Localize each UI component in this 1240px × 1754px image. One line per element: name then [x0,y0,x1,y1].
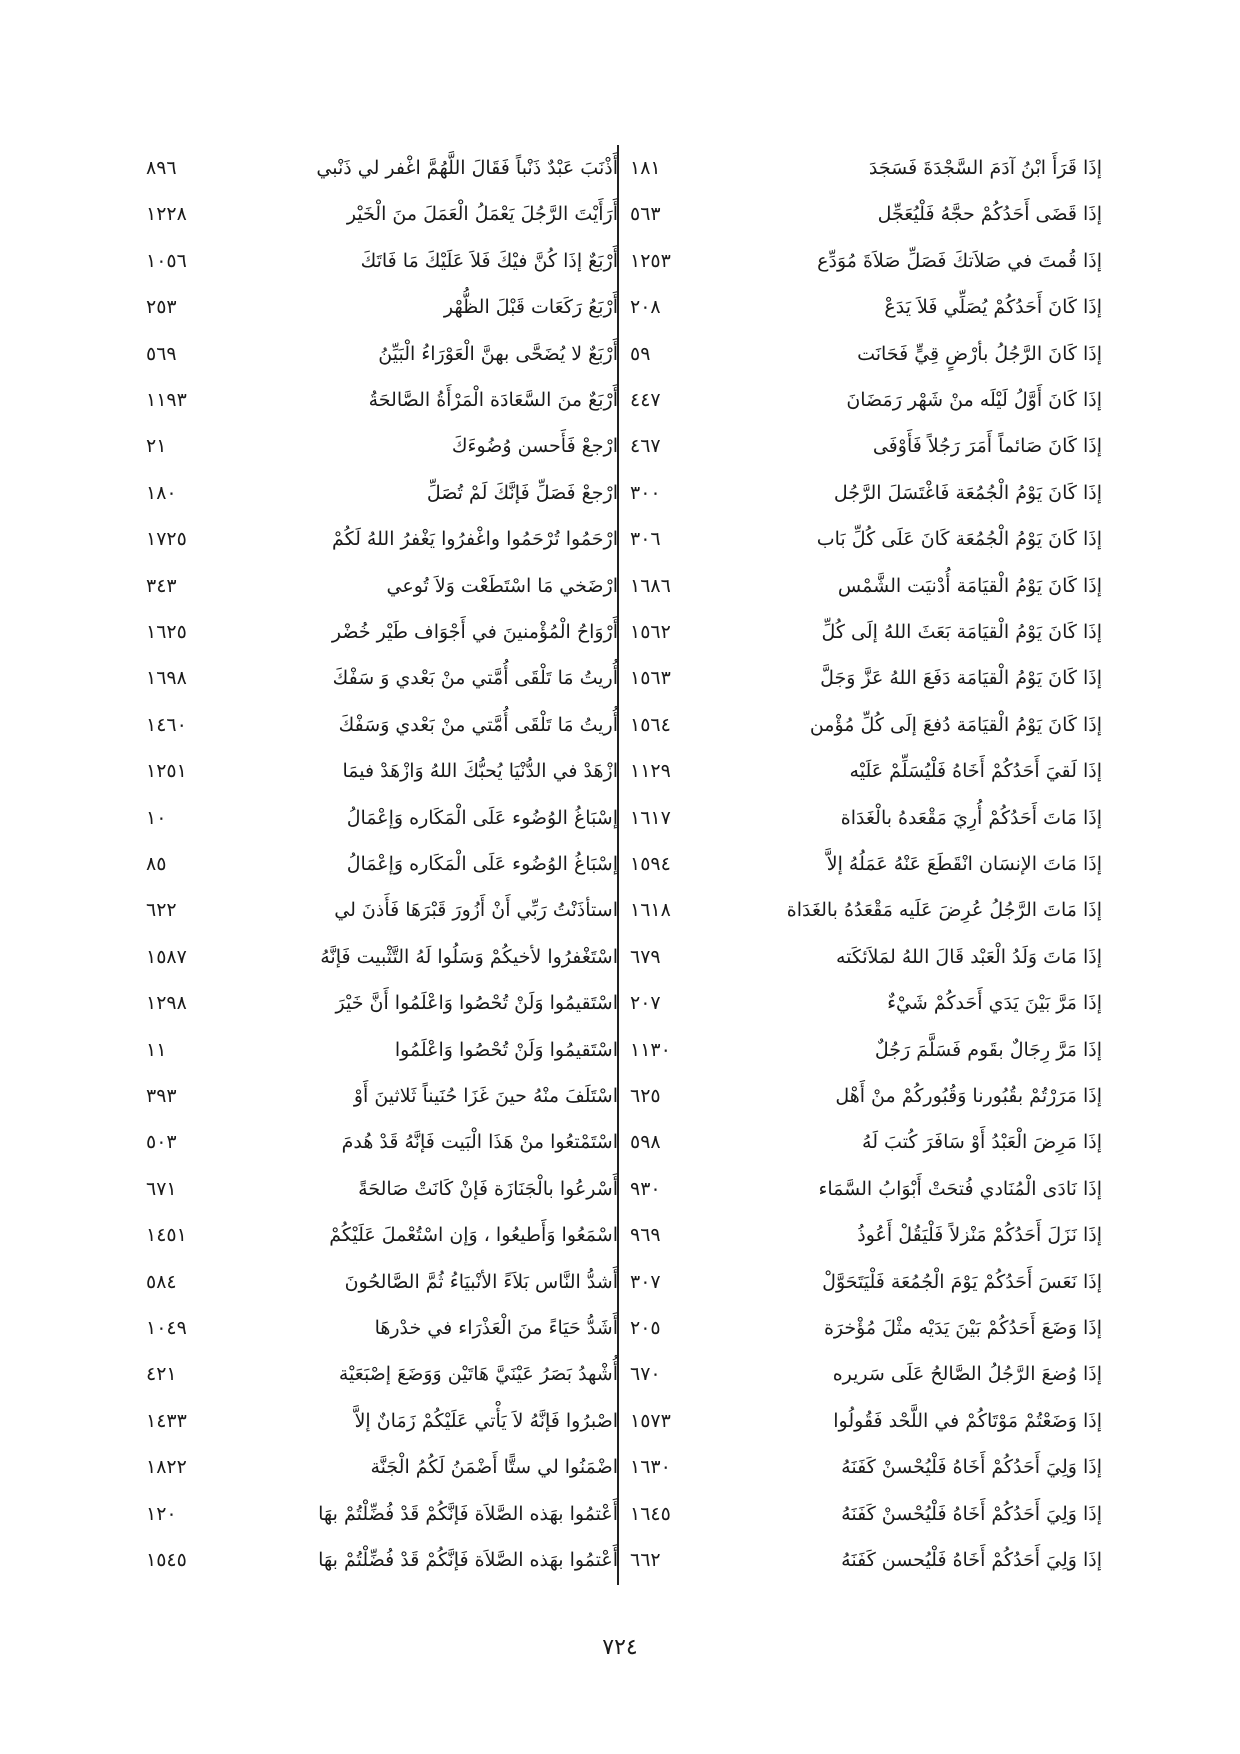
hadith-incipit: إذَا نَزَلَ أَحَدُكُمْ مَنْزلاً فَلْيَقُلْ أَعُوذُ [857,1224,1102,1247]
hadith-incipit: استأذَنْتُ رَبِّي أَنْ أَزُورَ قَبْرَهَا فَأَذنَ لي [334,899,618,922]
hadith-number: ٤٤٧ [630,389,661,411]
hadith-incipit: أَرْوَاحُ الْمُؤْمنينَ في أَجْوَاف طَيْر خُضْر [331,621,618,643]
index-entry [138,334,618,374]
index-entry [622,519,1102,559]
hadith-incipit: إذَا لَقيَ أَحَدُكُمْ أَخَاهُ فَلْيُسَلِّمْ عَلَيْه [849,760,1102,783]
index-entry [622,148,1102,188]
hadith-number: ١١٩٣ [146,389,187,411]
hadith-incipit: إذَا مَاتَ الرَّجُلُ عُرِضَ عَلَيه مَقْعَدُهُ بالغَدَاة [786,899,1102,922]
index-entry [138,1447,618,1487]
index-entry [138,519,618,559]
index-entry [622,1122,1102,1162]
index-entry [138,1494,618,1534]
hadith-number: ٢٠٥ [630,1317,661,1339]
index-entry [622,937,1102,977]
index-entry [138,937,618,977]
index-entry [138,380,618,420]
hadith-number: ١٦٩٨ [146,667,187,690]
index-entry [138,1262,618,1302]
index-entry [138,1215,618,1255]
hadith-incipit: اسْمَعُوا وَأَطيعُوا ، وَإن اسْتُعْملَ عَلَيْكُمْ [329,1224,618,1247]
index-entry [138,148,618,188]
index-entry [138,798,618,838]
hadith-number: ١٢٠ [146,1502,177,1525]
hadith-number: ١٤٣٣ [146,1409,187,1432]
hadith-incipit: أَسْرعُوا بالْجَنَازَة فَإنْ كَانَتْ صَالحَةً [358,1177,618,1200]
index-entry [138,473,618,513]
hadith-number: ١١ [146,1038,167,1061]
hadith-incipit: إذَا نَادَى الْمُنَادي فُتحَتْ أَبْوَابُ السَّمَاء [818,1177,1102,1200]
hadith-number: ١٦٣٠ [630,1456,671,1479]
hadith-number: ٩٣٠ [630,1177,661,1200]
hadith-number: ٣٠٠ [630,481,661,504]
index-entry [622,1169,1102,1209]
hadith-incipit: إذَا مَاتَ وَلَدُ الْعَبْد قَالَ اللهُ لمَلاَئكَته [835,945,1102,968]
hadith-incipit: إذَا وَضَعَ أَحَدُكُمْ بَيْنَ يَدَيْه مثْلَ مُؤْخرَة [823,1317,1102,1339]
index-entry [622,473,1102,513]
hadith-number: ١٤٥١ [146,1224,187,1247]
hadith-incipit: اسْتَلَفَ منْهُ حينَ غَزَا حُنَيناً ثَلاثينَ أَوْ [353,1085,618,1107]
hadith-number: ١٨١ [630,157,661,179]
index-entry [622,798,1102,838]
hadith-incipit: إذَا مَاتَ أَحَدُكُمْ أُرِيَ مَقْعَدهُ بالْغَدَاة [840,806,1102,829]
hadith-number: ١٥٧٣ [630,1409,671,1432]
hadith-number: ٢٥٣ [146,296,177,319]
hadith-incipit: إذَا كَانَ يَوْمُ الْقيَامَة دَفَعَ اللهُ عَزَّ وَجَلَّ [820,667,1102,690]
index-entry [138,890,618,930]
index-entry [138,705,618,745]
index-entry [622,1262,1102,1302]
index-entry [622,705,1102,745]
hadith-number: ١١٣٠ [630,1038,671,1061]
index-entry [138,983,618,1023]
hadith-number: ١٥٩٤ [630,853,671,875]
hadith-number: ١٤٦٠ [146,713,187,736]
hadith-number: ١٦٨٦ [630,574,671,597]
hadith-incipit: إذَا مَرَّ بَيْنَ يَدَي أَحَدكُمْ شَيْءٌ [887,992,1102,1015]
hadith-incipit: إذَا كَانَ الرَّجُلُ بأرْضٍ قِيٍّ فَحَانَت [857,342,1102,365]
hadith-incipit: إسْبَاغُ الوُضُوء عَلَى الْمَكَاره وَإعْمَالُ [346,853,618,875]
hadith-incipit: أَرْبَعٌ لا يُضَحَّى بهنَّ الْعَوْرَاءُ الْبَيِّنُ [378,342,618,365]
hadith-number: ١٢٩٨ [146,992,187,1015]
hadith-number: ١٥٤٥ [146,1549,187,1571]
hadith-number: ١٥٦٢ [630,621,671,643]
index-entry [138,1122,618,1162]
hadith-incipit: أَعْتمُوا بهَذه الصَّلاَة فَإنَّكُمْ قَدْ فُضِّلْتُمْ بهَا [318,1502,618,1525]
hadith-incipit: إذَا كَانَ أَحَدُكُمْ يُصَلِّي فَلاَ يَدَعْ [884,296,1102,319]
hadith-incipit: اسْتَقيمُوا وَلَنْ تُحْصُوا وَاعْلَمُوا أَنَّ خَيْرَ [335,992,618,1015]
index-entry [622,1308,1102,1348]
left-index-column [138,148,618,1588]
hadith-number: ٢٠٧ [630,992,661,1015]
hadith-number: ٥٦٣ [630,203,661,226]
index-entry [622,1494,1102,1534]
index-entry [622,1215,1102,1255]
index-entry [622,426,1102,466]
hadith-number: ٩٦٩ [630,1224,661,1247]
hadith-incipit: ارْضَخي مَا اسْتَطَعْت وَلاَ تُوعي [386,574,618,597]
hadith-incipit: ازْهَدْ في الدُّنْيَا يُحبُّكَ اللهُ وَازْهَدْ فيمَا [342,760,618,783]
index-entry [138,287,618,327]
hadith-incipit: إذَا مَاتَ الإنسَان انْقَطَعَ عَنْهُ عَمَلُهُ إلاَّ [826,853,1102,875]
index-entry [138,1308,618,1348]
hadith-number: ٢٠٨ [630,296,661,319]
index-entry [622,566,1102,606]
hadith-number: ٦٢٢ [146,899,177,922]
hadith-incipit: إذَا كَانَ صَائماً أَمَرَ رَجُلاً فَأَوْفَى [872,435,1102,458]
index-entry [138,751,618,791]
index-entry [622,380,1102,420]
index-entry [622,983,1102,1023]
hadith-incipit: أُشْهدُ بَصَرُ عَيْنَيَّ هَاتَيْن وَوَضَعَ إصْبَعَيْة [338,1363,618,1386]
hadith-incipit: إذَا مَرِضَ الْعَبْدُ أَوْ سَافَرَ كُتبَ لَهُ [862,1131,1102,1154]
index-entry [138,1354,618,1394]
hadith-number: ١٢٥٣ [630,249,671,272]
hadith-incipit: أُريتُ مَا تَلْقَى أُمَّتي منْ بَعْدي وَسَفْكَ [338,713,618,736]
index-entry [138,566,618,606]
hadith-incipit: إذَا وَلِيَ أَحَدُكُمْ أَخَاهُ فَلْيُحْسنْ كَفَنَهُ [841,1502,1102,1525]
index-entry [622,334,1102,374]
index-entry [138,658,618,698]
hadith-number: ٢١ [146,435,167,458]
hadith-incipit: إذَا وَضَعْتُمْ مَوْتَاكُمْ في اللَّحْد فَقُولُوا [833,1409,1102,1432]
hadith-incipit: أَرْبَعٌ إذَا كُنَّ فيْكَ فَلاَ عَلَيْكَ مَا فَاتَكَ [360,249,618,272]
hadith-number: ١٧٢٥ [146,528,187,551]
hadith-number: ٣٤٣ [146,574,177,597]
hadith-number: ٥٩٨ [630,1131,661,1154]
hadith-number: ١٢٢٨ [146,203,187,226]
hadith-number: ١٦٢٥ [146,621,187,643]
hadith-incipit: ارْجعْ فَصَلِّ فَإنَّكَ لَمْ تُصَلِّ [426,481,618,504]
hadith-incipit: إذَا كَانَ يَوْمُ الْقيَامَة دُفعَ إلَى كُلِّ مُؤْمن [809,713,1102,736]
hadith-number: ١٥٨٧ [146,945,187,968]
hadith-incipit: إذَا قُمتَ في صَلاَتكَ فَصَلِّ صَلاَةَ مُوَدِّع [817,249,1102,272]
right-index-column [622,148,1102,1588]
hadith-incipit: إذَا وَلِيَ أَحَدُكُمْ أَخَاهُ فَلْيُحْسنْ كَفَنَهُ [841,1456,1102,1479]
hadith-number: ١٨٠ [146,481,177,504]
hadith-incipit: إذَا قَضَى أَحَدُكُمْ حجَّهُ فَلْيُعَجِّل [877,203,1102,226]
hadith-incipit: أَرْبَعُ رَكَعَات قَبْلَ الظُّهْر [443,296,618,319]
index-entry [138,1169,618,1209]
hadith-incipit: إذَا وَلِيَ أَحَدُكُمْ أَخَاهُ فَلْيُحسن كَفَنَهُ [841,1549,1102,1571]
index-entry [138,194,618,234]
hadith-incipit: إسْبَاغُ الوُضُوء عَلَى الْمَكَاره وَإعْمَالُ [346,806,618,829]
hadith-number: ٥٨٤ [146,1270,177,1293]
hadith-incipit: إذَا كَانَ أَوَّلُ لَيْلَه منْ شَهْر رَمَضَانَ [846,389,1102,411]
hadith-number: ٨٥ [146,853,167,875]
hadith-incipit: ارْحَمُوا تُرْحَمُوا واغْفرُوا يَغْفرُ اللهُ لَكُمْ [331,528,618,551]
hadith-number: ٥٦٩ [146,342,177,365]
hadith-number: ٦٧٠ [630,1363,661,1386]
index-entry [138,1030,618,1070]
index-entry [138,612,618,652]
hadith-number: ١٠ [146,806,167,829]
index-entry [138,241,618,281]
hadith-incipit: أَعْتمُوا بهَذه الصَّلاَة فَإنَّكُمْ قَدْ فُضِّلْتُمْ بهَا [318,1549,618,1571]
index-entry [622,1540,1102,1580]
index-entry [622,658,1102,698]
index-entry [138,426,618,466]
hadith-number: ٦٧٩ [630,945,661,968]
index-entry [622,890,1102,930]
hadith-number: ٦٧١ [146,1177,177,1200]
page-number: ٧٢٤ [602,1635,638,1660]
hadith-number: ١١٢٩ [630,760,671,783]
hadith-number: ٥٩ [630,342,651,365]
hadith-incipit: ارْجعْ فَأَحسن وُضُوءَكَ [451,435,618,458]
index-entry [622,1076,1102,1116]
index-entry [138,1076,618,1116]
hadith-number: ١٢٥١ [146,760,187,783]
hadith-incipit: اصْبرُوا فَإنَّهُ لاَ يَأْتي عَلَيْكُمْ زَمَانٌ إلاَّ [354,1409,618,1432]
index-entry [138,1401,618,1441]
index-entry [622,612,1102,652]
hadith-number: ٨٩٦ [146,157,177,179]
hadith-number: ١٥٦٤ [630,713,671,736]
hadith-number: ١٠٥٦ [146,249,187,272]
hadith-incipit: اسْتَمْتعُوا منْ هَذَا الْبَيت فَإنَّهُ قَدْ هُدمَ [341,1131,618,1154]
hadith-incipit: أَرْبَعٌ منَ السَّعَادَة الْمَرْأَةُ الصَّالحَةُ [368,389,618,411]
hadith-incipit: إذَا مَرَرْتُمْ بقُبُورنا وَقُبُوركُمْ منْ أَهْل [835,1085,1102,1107]
index-entry [138,1540,618,1580]
hadith-number: ٥٠٣ [146,1131,177,1154]
hadith-number: ١٨٢٢ [146,1456,187,1479]
hadith-incipit: أُريتُ مَا تَلْقَى أُمَّتي منْ بَعْدي وَ سَفْكَ [332,667,618,690]
hadith-incipit: اضْمَنُوا لي ستًّا أَضْمَنُ لَكُمُ الْجَنَّة [370,1456,618,1479]
hadith-number: ٦٢٥ [630,1085,661,1107]
hadith-incipit: إذَا مَرَّ رِجَالٌ بقَوم فَسَلَّمَ رَجُلٌ [874,1038,1102,1061]
hadith-incipit: إذَا وُضعَ الرَّجُلُ الصَّالحُ عَلَى سَريره [832,1363,1102,1386]
index-entry [138,844,618,884]
hadith-number: ١٥٦٣ [630,667,671,690]
hadith-incipit: أَذْنَبَ عَبْدٌ ذَنْباً فَقَالَ اللَّهُمَّ اغْفر لي ذَنْبي [316,157,618,179]
index-entry [622,751,1102,791]
hadith-incipit: اسْتَغْفرُوا لأخيكُمْ وَسَلُوا لَهُ التَّثْبيت فَإنَّهُ [320,945,618,968]
hadith-number: ١٠٤٩ [146,1317,187,1339]
hadith-number: ١٦٤٥ [630,1502,671,1525]
hadith-incipit: أَرَأَيْتَ الرَّجُلَ يَعْمَلُ الْعَمَلَ منَ الْخَيْر [346,203,618,226]
hadith-incipit: أَشدُّ النَّاس بَلاَءً الأنْبيَاءُ ثُمَّ الصَّالحُونَ [344,1270,618,1293]
hadith-incipit: إذَا كَانَ يَوْمُ الْجُمُعَة فَاغْتَسَلَ الرَّجُل [833,481,1102,504]
index-entry [622,844,1102,884]
index-entry [622,194,1102,234]
hadith-number: ٣٠٦ [630,528,661,551]
hadith-number: ٦٦٢ [630,1549,661,1571]
hadith-incipit: أَشَدُّ حَيَاءً منَ الْعَذْرَاء في خدْرهَا [374,1317,618,1339]
hadith-number: ٣٠٧ [630,1270,661,1293]
index-entry [622,1354,1102,1394]
hadith-number: ٤٦٧ [630,435,661,458]
hadith-incipit: اسْتَقيمُوا وَلَنْ تُحْصُوا وَاعْلَمُوا [394,1038,618,1061]
hadith-number: ٤٢١ [146,1363,177,1386]
hadith-number: ١٦١٧ [630,806,671,829]
hadith-number: ١٦١٨ [630,899,671,922]
index-entry [622,287,1102,327]
index-entry [622,241,1102,281]
hadith-number: ٣٩٣ [146,1085,177,1107]
hadith-incipit: إذَا نَعَسَ أَحَدُكُمْ يَوْمَ الْجُمُعَة فَلْيَتَحَوَّلْ [822,1270,1102,1293]
hadith-incipit: إذَا قَرَأَ ابْنُ آدَمَ السَّجْدَةَ فَسَجَدَ [868,157,1102,179]
index-entry [622,1030,1102,1070]
index-entry [622,1447,1102,1487]
hadith-incipit: إذَا كَانَ يَوْمُ الْجُمُعَة كَانَ عَلَى كُلِّ بَاب [816,528,1102,551]
index-entry [622,1401,1102,1441]
hadith-incipit: إذَا كَانَ يَوْمُ الْقيَامَة أُدْنيَت الشَّمْس [837,574,1102,597]
hadith-incipit: إذَا كَانَ يَوْمُ الْقيَامَة بَعَثَ اللهُ إلَى كُلِّ [821,621,1102,643]
